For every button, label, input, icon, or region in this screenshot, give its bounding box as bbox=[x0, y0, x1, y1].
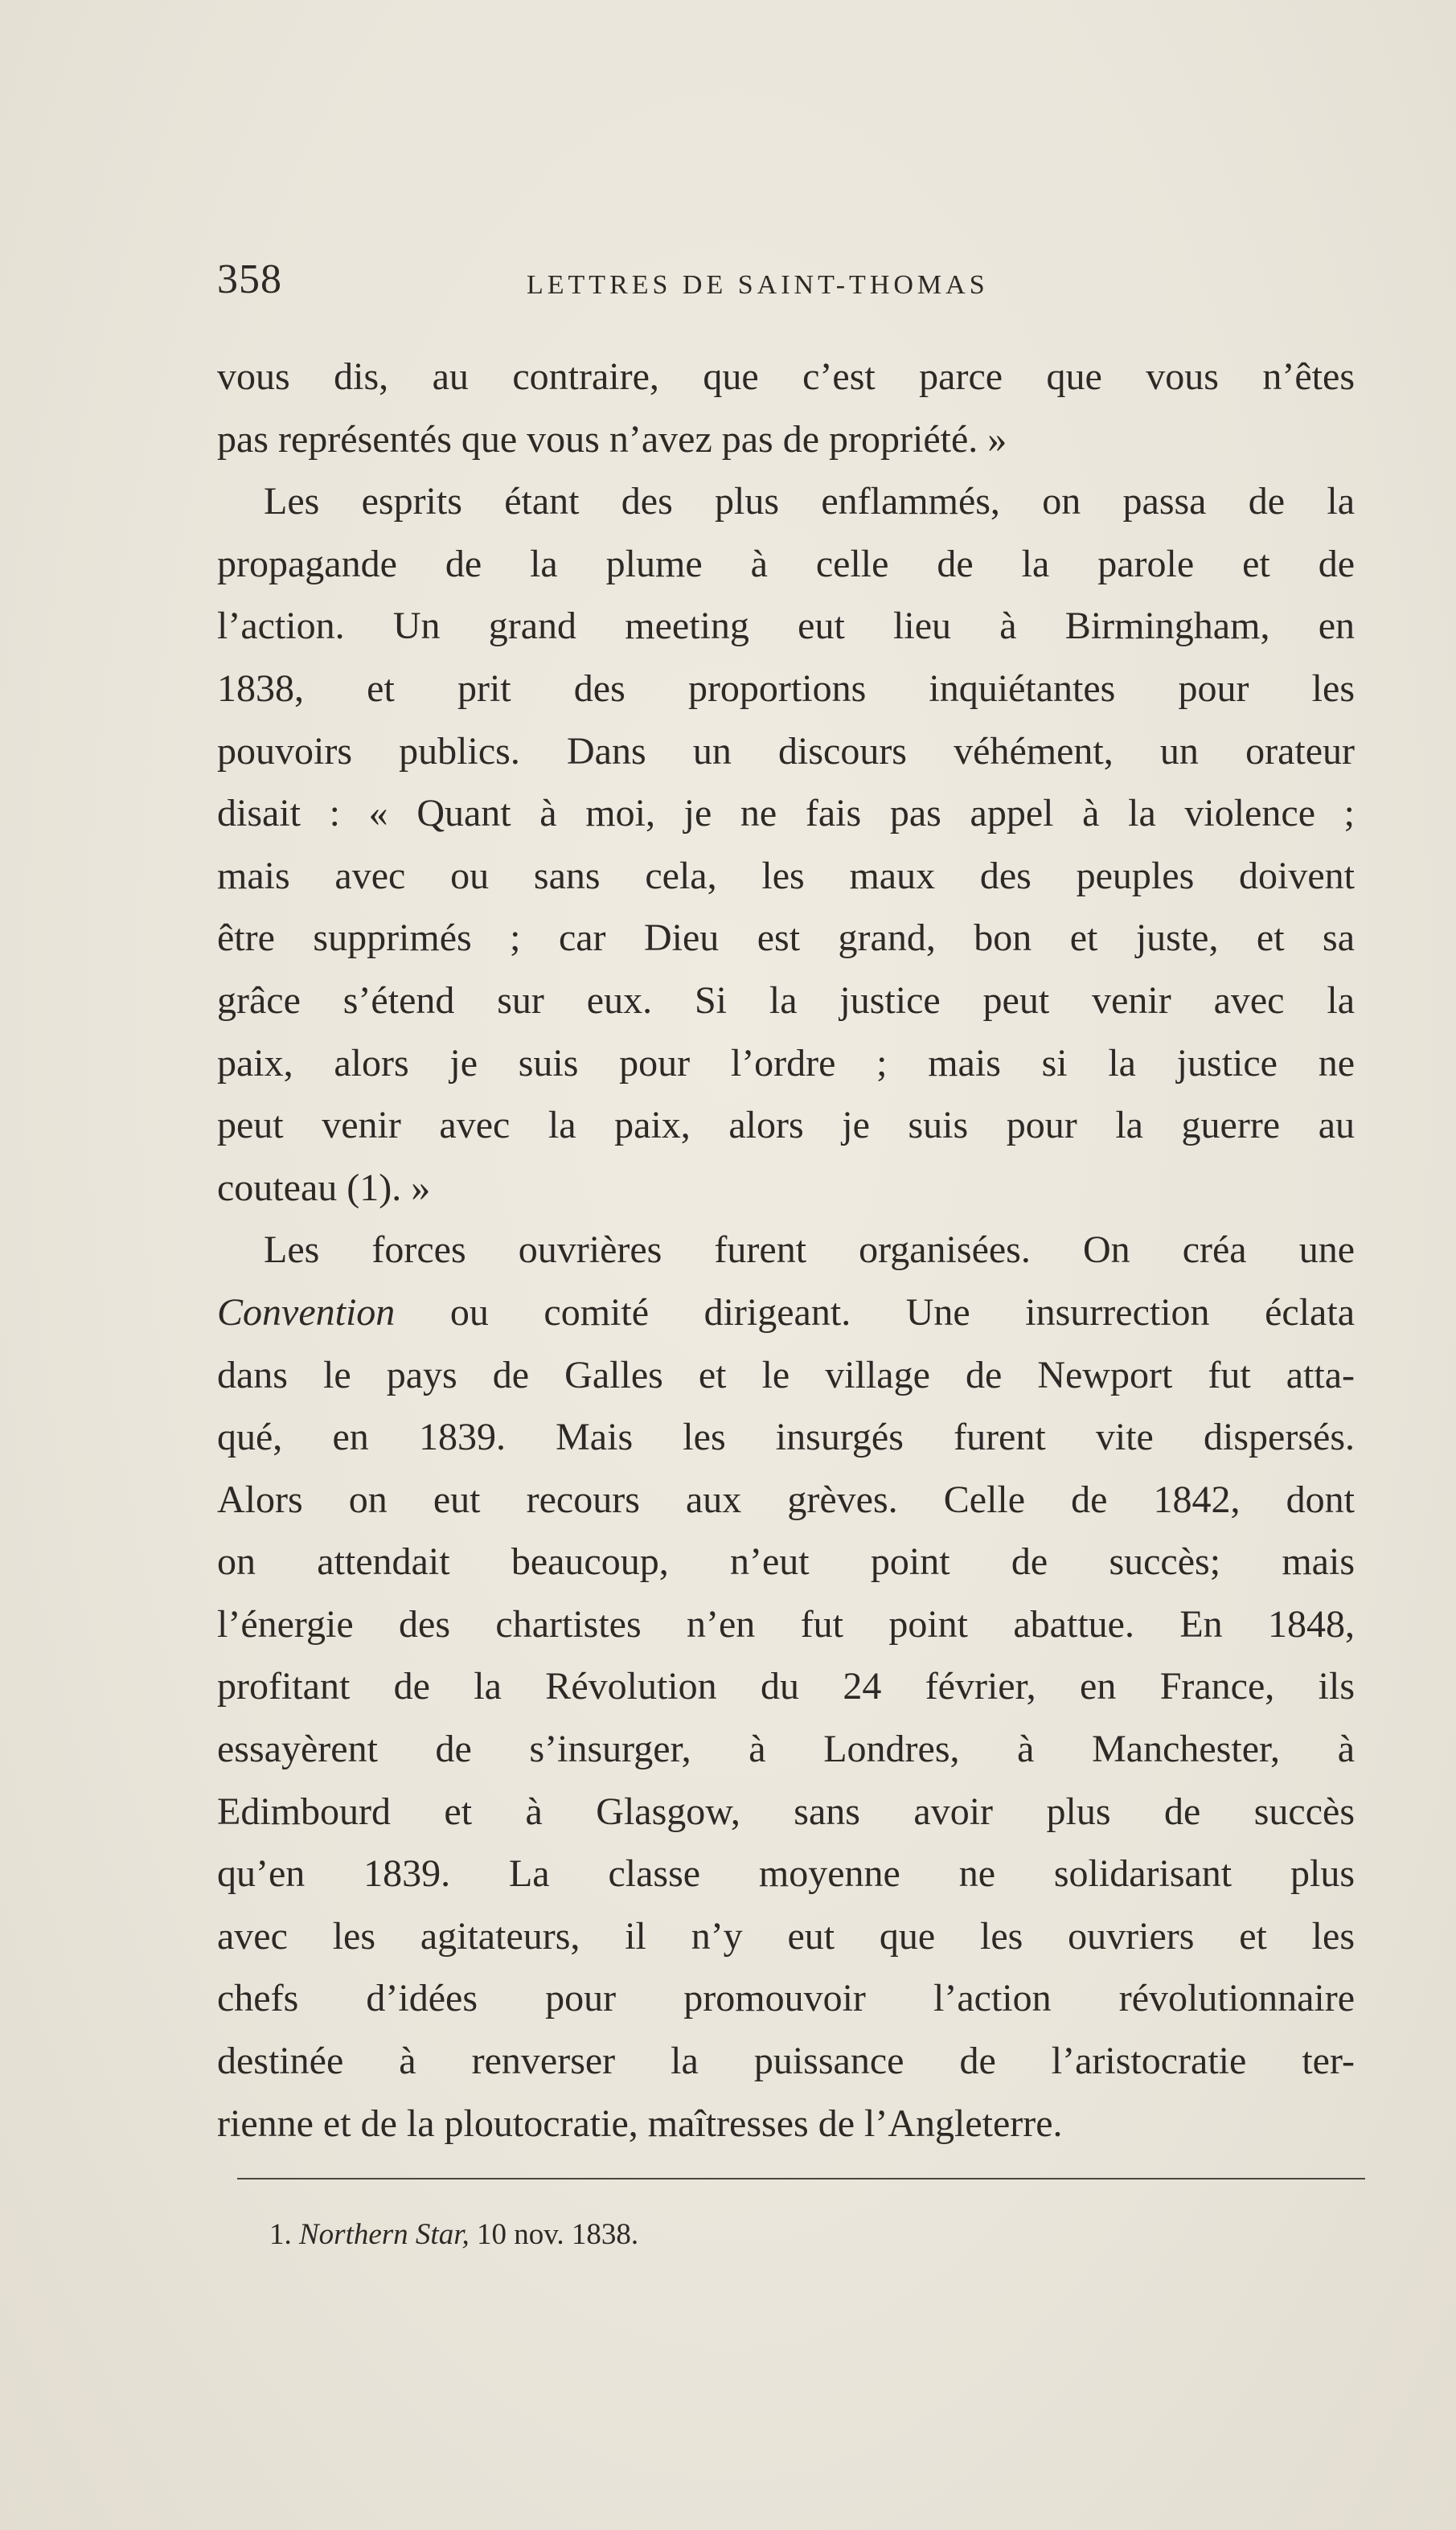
text-line: pas représentés que vous n’avez pas de propriété. » bbox=[217, 417, 1007, 461]
text-line: 1838, et prit des proportions inquiétantes pour les bbox=[217, 666, 1355, 710]
footnote-date: 10 nov. 1838. bbox=[477, 2218, 639, 2251]
text-line: chefs d’idées pour promouvoir l’action révolutionnaire bbox=[217, 1977, 1355, 2020]
text-line: avec les agitateurs, il n’y eut que les ouvriers et les bbox=[217, 1914, 1355, 1958]
text-line: l’énergie des chartistes n’en fut point abattue. En 1848, bbox=[217, 1602, 1355, 1646]
line-rest: ou comité dirigeant. Une insurrection éclata bbox=[395, 1290, 1355, 1334]
text-line: mais avec ou sans cela, les maux des peuples doivent bbox=[217, 854, 1355, 897]
text-line: disait : « Quant à moi, je ne fais pas appel à la violence ; bbox=[217, 792, 1355, 835]
italic-term: Convention bbox=[217, 1290, 396, 1334]
footnote-source: Northern Star, bbox=[299, 2218, 470, 2251]
paragraph-start-line: Les forces ouvrières furent organisées. On créa une bbox=[264, 1228, 1355, 1272]
text-line bbox=[217, 1281, 1355, 1344]
page-header bbox=[217, 256, 1367, 312]
running-title: LETTRES DE SAINT-THOMAS bbox=[527, 270, 989, 300]
footnote-rule bbox=[237, 2178, 1365, 2179]
text-line: paix, alors je suis pour l’ordre ; mais si la justice ne bbox=[217, 1041, 1355, 1085]
text-line: propagande de la plume à celle de la parole et de bbox=[217, 542, 1355, 585]
text-line: vous dis, au contraire, que c’est parce que vous n’êtes bbox=[217, 355, 1355, 398]
text-line: être supprimés ; car Dieu est grand, bon et juste, et sa bbox=[217, 916, 1355, 960]
paragraph-start-line: Les esprits étant des plus enflammés, on passa de la bbox=[264, 480, 1355, 523]
text-line: peut venir avec la paix, alors je suis pour la guerre au bbox=[217, 1104, 1355, 1147]
text-line: essayèrent de s’insurger, à Londres, à Manchester, à bbox=[217, 1728, 1355, 1771]
footnote-marker: 1. bbox=[269, 2218, 292, 2251]
text-line: couteau (1). » bbox=[217, 1166, 431, 1209]
text-line: Edimbourd et à Glasgow, sans avoir plus de succès bbox=[217, 1790, 1355, 1833]
text-line: destinée à renverser la puissance de l’aristocratie ter- bbox=[217, 2040, 1355, 2083]
text-line: l’action. Un grand meeting eut lieu à Birmingham, en bbox=[217, 605, 1355, 648]
footnote bbox=[269, 2217, 638, 2252]
text-line: on attendait beaucoup, n’eut point de succès; mais bbox=[217, 1540, 1355, 1584]
page-number: 358 bbox=[217, 256, 282, 302]
text-line: profitant de la Révolution du 24 février, en France, ils bbox=[217, 1665, 1355, 1708]
text-line: qué, en 1839. Mais les insurgés furent vite dispersés. bbox=[217, 1416, 1355, 1459]
text-line: qu’en 1839. La classe moyenne ne solidarisant plus bbox=[217, 1852, 1355, 1896]
text-line: Alors on eut recours aux grèves. Celle de 1842, dont bbox=[217, 1478, 1355, 1521]
text-line: grâce s’étend sur eux. Si la justice peut venir avec la bbox=[217, 978, 1355, 1022]
text-line: pouvoirs publics. Dans un discours véhément, un orateur bbox=[217, 729, 1355, 773]
text-line: rienne et de la ploutocratie, maîtresses de l’Angleterre. bbox=[217, 2101, 1063, 2145]
text-line: dans le pays de Galles et le village de Newport fut atta- bbox=[217, 1353, 1355, 1396]
body-text bbox=[217, 346, 1355, 2155]
